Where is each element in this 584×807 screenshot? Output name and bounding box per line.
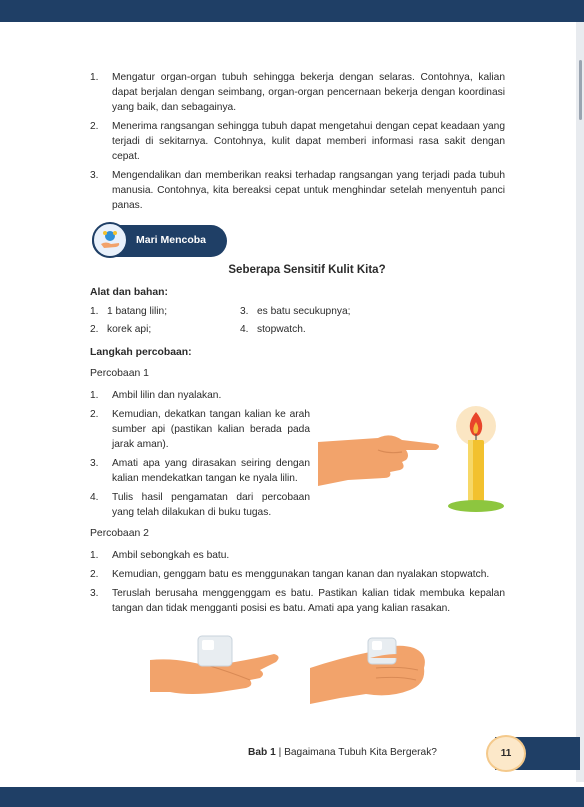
list-item: 3. Teruslah berusaha menggenggam es batu. Pastikan kalian tidak membuka kepalan tangan dan tidak mengganti posisi es batu. Amati apa yang kalian rasakan. [90, 588, 505, 614]
percobaan1-heading: Percobaan 1 [90, 368, 149, 379]
page-edge [576, 22, 584, 782]
alat-item: 1. 1 batang lilin; [90, 306, 168, 317]
open-hand-ice-illustration [150, 630, 285, 705]
list-item: 2. Kemudian, dekatkan tangan kalian ke arah sumber api (pastikan kalian berada pada jarak aman). [90, 409, 310, 450]
percobaan2-steps [90, 548, 505, 620]
langkah-heading: Langkah percobaan: [90, 347, 192, 358]
mari-mencoba-icon [92, 222, 128, 258]
list-item: 2. Menerima rangsangan sehingga tubuh dapat mengetahui dengan cepat keadaan yang terjadi di sekitarnya. Contohnya, kulit dapat memberi informasi rasa sakit dengan cepat. [90, 121, 505, 162]
alat-item: 2. korek api; [90, 324, 152, 335]
intro-list [90, 70, 505, 217]
list-item: 4. Tulis hasil pengamatan dari percobaan yang telah dilakukan di buku tugas. [90, 492, 310, 518]
percobaan1-steps [90, 388, 310, 524]
candle-illustration [446, 404, 506, 514]
alat-heading: Alat dan bahan: [90, 287, 168, 298]
list-item: 1. Mengatur organ-organ tubuh sehingga bekerja dengan selaras. Contohnya, kalian dapat berjalan dengan seimbang, organ-organ pencernaan bekerja dengan koordinasi yang baik, dan sebagainya. [90, 72, 505, 113]
alat-item: 4. stopwatch. [240, 324, 306, 335]
list-item: 1. Ambil sebongkah es batu. [90, 550, 230, 561]
list-item: 2. Kemudian, genggam batu es menggunakan tangan kanan dan nyalakan stopwatch. [90, 569, 490, 580]
hand-pointing-illustration [318, 430, 448, 490]
scroll-indicator[interactable] [579, 60, 582, 120]
alat-item: 3. es batu secukupnya; [240, 306, 351, 317]
footer-chapter: Bab 1 | Bagaimana Tubuh Kita Bergerak? [248, 747, 437, 758]
top-band [0, 0, 584, 22]
bottom-band [0, 787, 584, 807]
list-item: 1. Ambil lilin dan nyalakan. [90, 390, 222, 401]
list-item: 3. Mengendalikan dan memberikan reaksi terhadap rangsangan yang terjadi pada tubuh manusia. Contohnya, kita bereaksi cepat untuk menghindar setelah menyentuh panci panas. [90, 170, 505, 211]
list-item: 3. Amati apa yang dirasakan seiring dengan kalian mendekatkan tangan ke nyala lilin. [90, 458, 310, 484]
fist-ice-illustration [310, 628, 430, 708]
mari-mencoba-label: Mari Mencoba [136, 234, 207, 246]
activity-title: Seberapa Sensitif Kulit Kita? [228, 264, 386, 276]
page-number: 11 [488, 737, 524, 770]
percobaan2-heading: Percobaan 2 [90, 528, 149, 539]
